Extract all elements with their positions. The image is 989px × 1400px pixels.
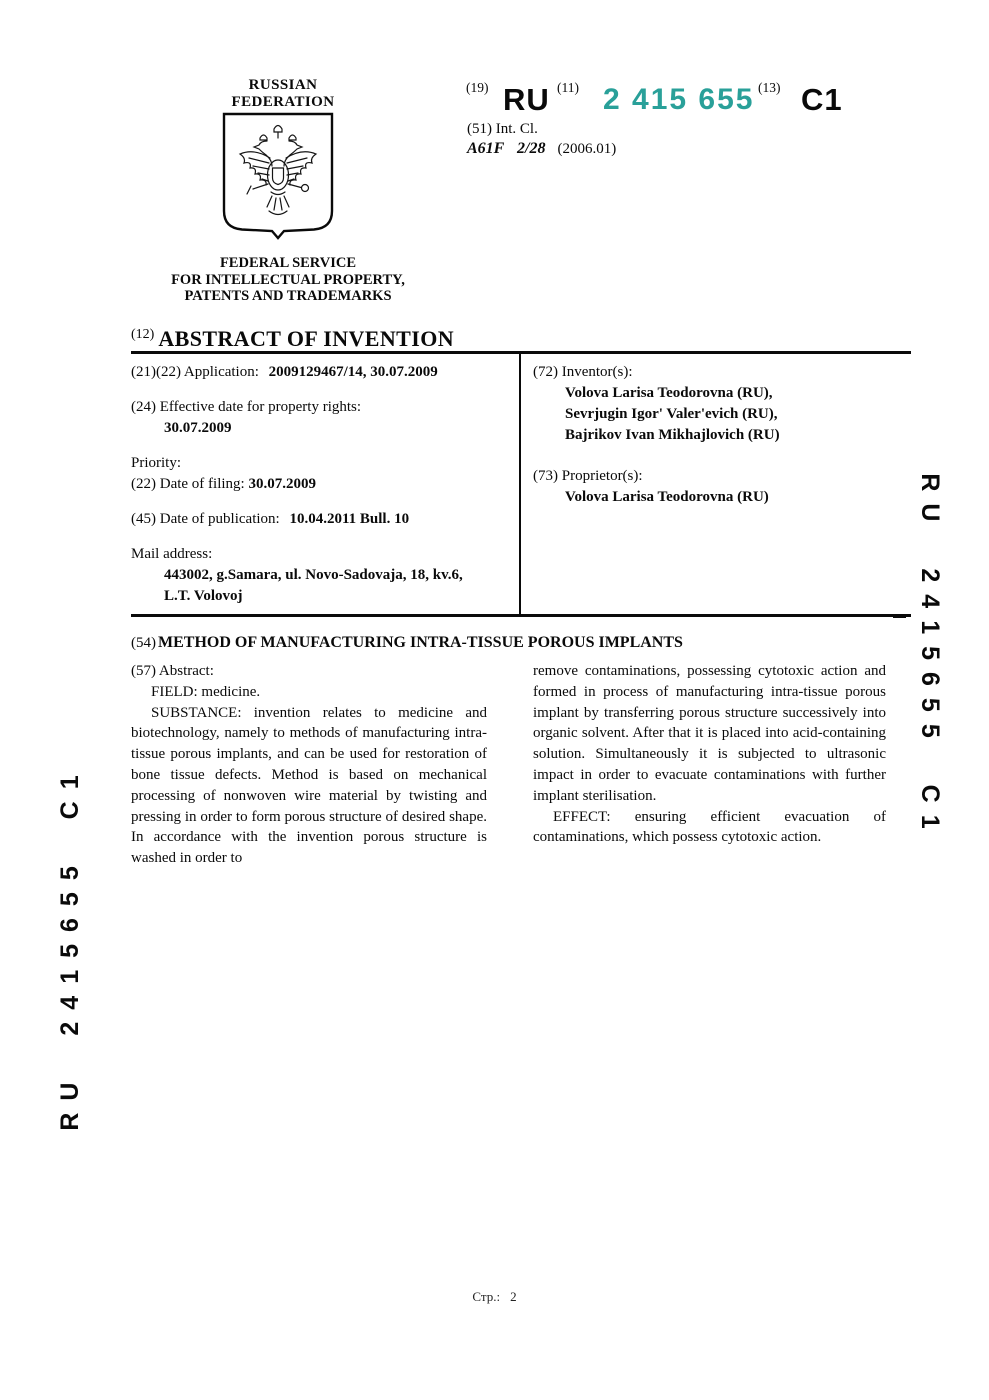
invention-title: METHOD OF MANUFACTURING INTRA-TISSUE POROUS IMPLANTS <box>158 634 683 651</box>
left-margin-patent-id: RU 2415655 C1 <box>56 763 84 1131</box>
page-number-label: Стр.: <box>472 1289 501 1304</box>
proprietors-label: (73) Proprietor(s): <box>533 468 643 484</box>
filing-value: 30.07.2009 <box>248 476 316 492</box>
right-margin-patent-id: RU 2415655 C1 <box>916 473 944 841</box>
heading-rule <box>131 351 911 354</box>
int-cl-version: (2006.01) <box>557 141 617 157</box>
abstract-label: (57) Abstract: <box>131 663 214 679</box>
authority-line-2: FOR INTELLECTUAL PROPERTY, <box>171 271 405 288</box>
int-cl-label: (51) Int. Cl. <box>467 121 538 137</box>
country-name: RUSSIAN FEDERATION <box>231 77 335 110</box>
effective-date-label: (24) Effective date for property rights: <box>131 399 362 415</box>
authority-name <box>168 255 408 305</box>
inventor-name: Sevrjugin Igor' Valer'evich (RU), <box>565 406 778 422</box>
page-number-value: 2 <box>510 1289 517 1304</box>
authority-line-3: PATENTS AND TRADEMARKS <box>184 288 392 304</box>
mail-address-label: Mail address: <box>131 546 213 562</box>
inid-code-54: (54) <box>131 635 156 651</box>
mail-address-row <box>131 544 511 607</box>
inventors-label: (72) Inventor(s): <box>533 364 633 380</box>
office-code: RU <box>503 82 550 117</box>
mail-address-line-1: 443002, g.Samara, ul. Novo-Sadovaja, 18, kv.6, <box>164 567 463 583</box>
filing-label: (22) Date of filing: <box>131 476 245 492</box>
kind-code: C1 <box>801 82 843 117</box>
abstract-field: FIELD: medicine. <box>151 683 261 700</box>
int-cl-line <box>467 140 616 158</box>
inventors-row <box>533 362 907 446</box>
priority-filing-row <box>131 453 511 495</box>
inventor-name: Volova Larisa Teodorovna (RU), <box>565 385 773 401</box>
effective-date-row <box>131 397 511 439</box>
application-row <box>131 362 511 383</box>
biblio-left-column <box>131 362 511 607</box>
column-divider <box>519 351 521 614</box>
application-label: (21)(22) Application: <box>131 364 259 380</box>
int-cl-code: A61F 2/28 <box>467 140 546 157</box>
application-value: 2009129467/14, 30.07.2009 <box>268 364 438 380</box>
authority-line-1: FEDERAL SERVICE <box>219 255 357 271</box>
page-title: ABSTRACT OF INVENTION <box>158 326 455 351</box>
document-type-heading <box>131 326 454 352</box>
abstract-left-column <box>131 661 487 869</box>
priority-label: Priority: <box>131 455 182 471</box>
inid-code-19: (19) <box>466 80 489 95</box>
right-margin-tick <box>893 616 906 618</box>
biblio-right-column <box>533 362 907 508</box>
table-bottom-rule <box>131 614 911 617</box>
publication-number: 2 415 655 <box>603 83 755 116</box>
publication-date-label: (45) Date of publication: <box>131 511 280 527</box>
inventor-name: Bajrikov Ivan Mikhajlovich (RU) <box>565 427 780 443</box>
inid-code-12: (12) <box>131 327 155 342</box>
abstract-effect: EFFECT: ensuring efficient evacuation of contaminations, which possess cytotoxic action. <box>533 808 886 846</box>
page-footer <box>0 1289 989 1305</box>
proprietors-row <box>533 466 907 508</box>
abstract-substance-right: remove contaminations, possessing cytotoxic action and formed in process of manufacturing intra-tissue porous implant by transferring porous structure successively into organic solvent. After that it is placed into acid-containing solution. Simultaneously it is subjected to ultrasonic impact in order to evacuate contaminations with further implant sterilisation. <box>533 663 886 804</box>
inid-code-11: (11) <box>557 80 579 95</box>
effective-date-value: 30.07.2009 <box>164 420 232 436</box>
proprietor-name: Volova Larisa Teodorovna (RU) <box>565 489 769 505</box>
filing-row <box>131 474 511 495</box>
russian-coat-of-arms-icon <box>222 112 334 245</box>
publication-date-value: 10.04.2011 Bull. 10 <box>289 511 410 527</box>
abstract-substance-left: SUBSTANCE: invention relates to medicine and biotechnology, namely to methods of manufacturing intra-tissue porous implants, and can be used for restoration of bone tissue defects. Method is based on mechanical processing of nonwoven wire material by twisting and pressing in order to form porous structure of desired shape. In accordance with the invention porous structure is washed in order to <box>131 704 487 867</box>
invention-title-row <box>131 634 683 652</box>
mail-address-line-2: L.T. Volovoj <box>164 588 243 604</box>
inid-code-13: (13) <box>758 80 781 95</box>
publication-date-row <box>131 509 511 530</box>
abstract-right-column <box>533 661 886 848</box>
